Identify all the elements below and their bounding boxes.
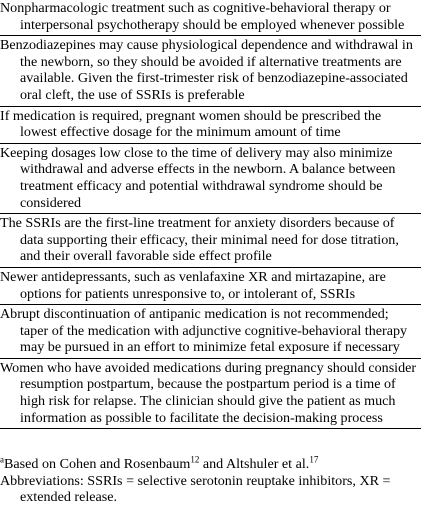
recommendation-row: Keeping dosages low close to the time of delivery may also minimize withdrawal and adverse effects in the newborn. A balance between treatment efficacy and potential withdrawal syndrome should be considered <box>0 144 421 214</box>
recommendation-row: Benzodiazepines may cause physiological dependence and withdrawal in the newborn, so they should be avoided if alternative treatments are available. Given the first-trimester risk of benzodiazepine-associated oral cleft, the use of SSRIs is preferable <box>0 36 421 106</box>
recommendation-row: Women who have avoided medications during pregnancy should consider resumption postpartum, because the postpartum period is a time of high risk for relapse. The clinician should give the patient as much information as possible to facilitate the decision-making process <box>0 359 421 429</box>
footnote-text-before: Based on Cohen and Rosenbaum <box>4 456 191 472</box>
footnote-text-middle: and Altshuler et al. <box>199 456 310 472</box>
table-notes <box>0 456 421 506</box>
recommendation-row: Newer antidepressants, such as venlafaxine XR and mirtazapine, are options for patients unresponsive to, or intolerant of, SSRIs <box>0 268 421 305</box>
recommendation-row: Nonpharmacologic treatment such as cognitive-behavioral therapy or interpersonal psychotherapy should be employed whenever possible <box>0 0 421 36</box>
footnote-marker: a <box>0 454 4 465</box>
footnote-ref-2: 17 <box>309 454 319 465</box>
footnote <box>0 456 421 473</box>
recommendation-row: The SSRIs are the first-line treatment for anxiety disorders because of data supporting their efficacy, their minimal need for dose titration, and their overall favorable side effect profile <box>0 214 421 268</box>
recommendation-row: If medication is required, pregnant women should be prescribed the lowest effective dosage for the minimum amount of time <box>0 107 421 144</box>
recommendation-row: Abrupt discontinuation of antipanic medication is not recommended; taper of the medication with adjunctive cognitive-behavioral therapy may be pursued in an effort to minimize fetal exposure if necessary <box>0 305 421 359</box>
abbreviations-note: Abbreviations: SSRIs = selective serotonin reuptake inhibitors, XR = extended release. <box>0 472 391 506</box>
footnote-ref-1: 12 <box>190 454 200 465</box>
